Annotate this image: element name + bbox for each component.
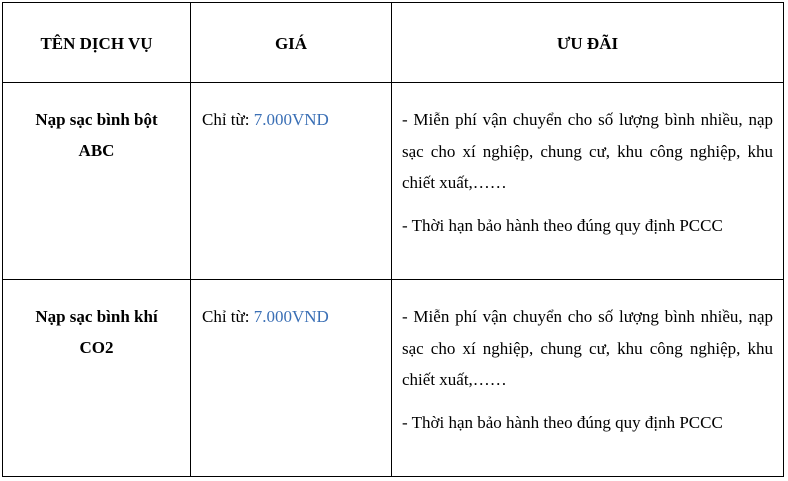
offer-shipping-text: - Miễn phí vận chuyển cho số lượng bình nhiều, nạp sạc cho xí nghiệp, chung cư, khu công nghiệp, khu chiết xuất,……: [402, 307, 773, 389]
header-price-text: GIÁ: [274, 33, 308, 53]
service-name-line2: CO2: [79, 338, 114, 357]
offer-warranty-text: - Thời hạn bảo hành theo đúng quy định PCCC: [402, 215, 723, 235]
price-cell: [191, 280, 392, 477]
service-name-line2: ABC: [78, 141, 115, 160]
table-row: [3, 83, 784, 280]
price-cell: [191, 83, 392, 280]
service-name-cell: [3, 280, 191, 477]
price-prefix: Chỉ từ:: [202, 307, 254, 326]
header-offer: [392, 3, 784, 83]
offer-cell: [392, 83, 784, 280]
offer-warranty-text: - Thời hạn bảo hành theo đúng quy định PCCC: [402, 412, 723, 432]
service-name-cell: [3, 83, 191, 280]
service-name-line1: Nạp sạc bình bột: [35, 110, 158, 129]
service-name-line1: Nạp sạc bình khí: [35, 307, 158, 326]
offer-shipping-text: - Miễn phí vận chuyển cho số lượng bình nhiều, nạp sạc cho xí nghiệp, chung cư, khu công nghiệp, khu chiết xuất,……: [402, 110, 773, 192]
header-offer-text: ƯU ĐÃI: [556, 33, 619, 53]
price-prefix: Chỉ từ:: [202, 110, 254, 129]
header-service-name: [3, 3, 191, 83]
offer-cell: [392, 280, 784, 477]
table-header-row: [3, 3, 784, 83]
header-price: [191, 3, 392, 83]
table-row: [3, 280, 784, 477]
price-value: 7.000VND: [253, 110, 329, 129]
price-value: 7.000VND: [253, 307, 329, 326]
service-price-table: [2, 2, 784, 477]
header-service-name-text: TÊN DỊCH VỤ: [40, 33, 153, 53]
